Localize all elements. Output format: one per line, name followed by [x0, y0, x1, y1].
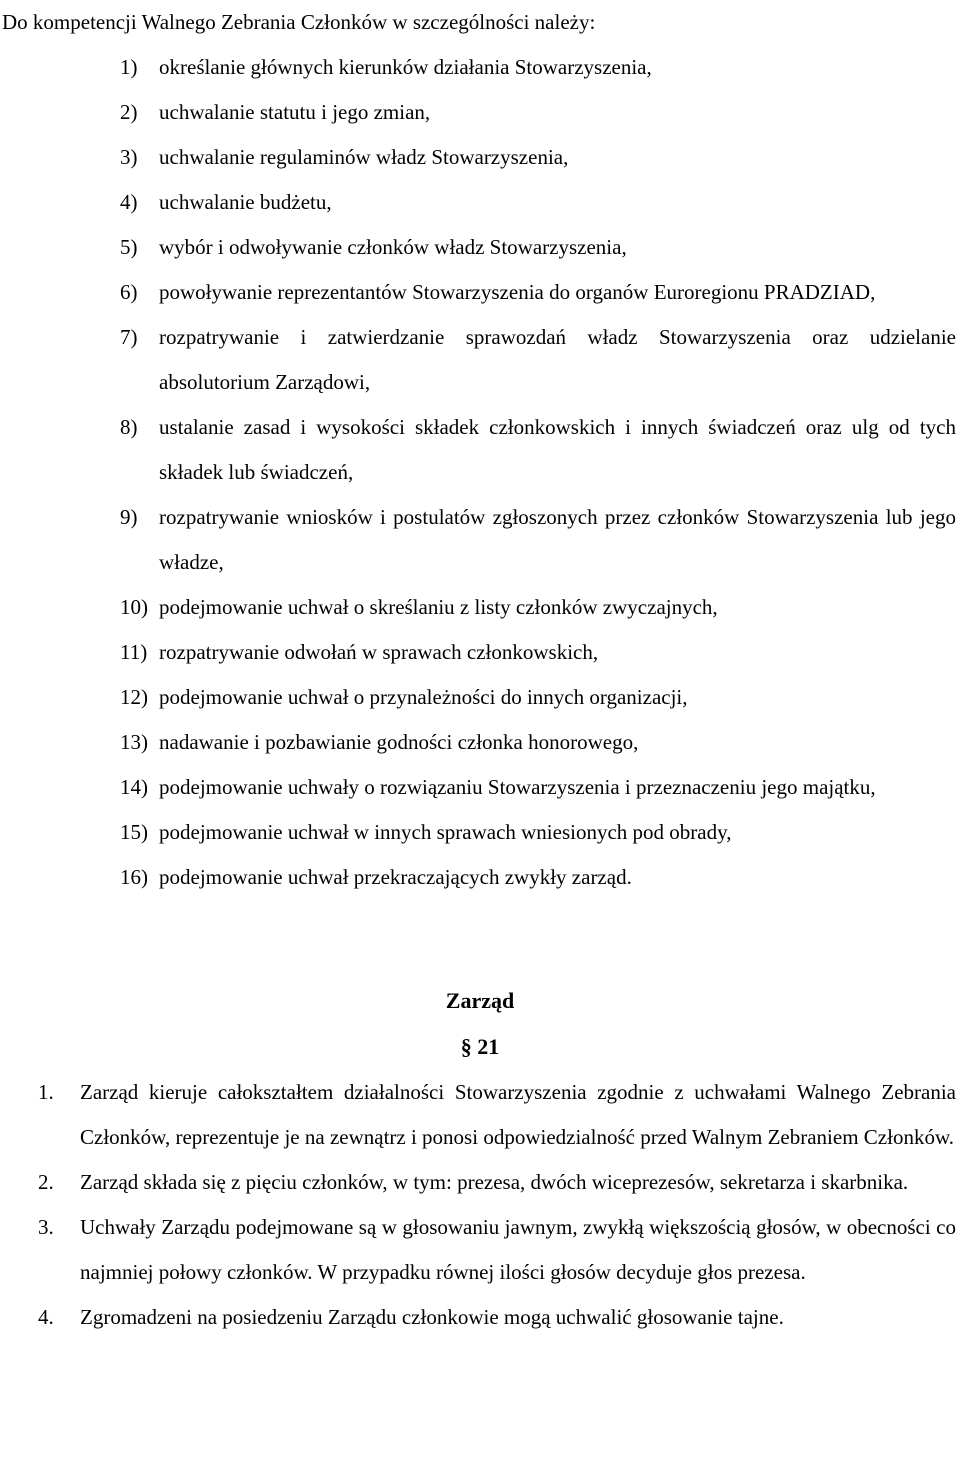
- item-text: rozpatrywanie odwołań w sprawach członkowskich,: [159, 640, 599, 664]
- list-item: [0, 1070, 960, 1160]
- list-item: [0, 810, 960, 855]
- item-text: Zarząd składa się z pięciu członków, w tym: prezesa, dwóch wiceprezesów, sekretarza i skarbnika.: [80, 1170, 909, 1194]
- item-text: podejmowanie uchwał w innych sprawach wniesionych pod obrady,: [159, 820, 732, 844]
- item-number: 2): [120, 100, 138, 124]
- item-text: Uchwały Zarządu podejmowane są w głosowaniu jawnym, zwykłą większością głosów, w obecności co najmniej połowy członków. W przypadku równej ilości głosów decyduje głos prezesa.: [80, 1215, 956, 1284]
- list-item: [0, 1295, 960, 1340]
- list-item: [0, 45, 960, 90]
- list-item: [0, 675, 960, 720]
- item-number: 3): [120, 145, 138, 169]
- item-number: 7): [120, 325, 138, 349]
- item-number: 9): [120, 505, 138, 529]
- item-number: 4.: [38, 1305, 54, 1329]
- item-number: 14): [120, 775, 148, 799]
- list-item: [0, 495, 960, 585]
- list-item: [0, 90, 960, 135]
- item-text: uchwalanie regulaminów władz Stowarzyszenia,: [159, 145, 569, 169]
- item-text: rozpatrywanie i zatwierdzanie sprawozdań władz Stowarzyszenia oraz udzielanie absolutorium Zarządowi,: [159, 325, 956, 394]
- item-number: 12): [120, 685, 148, 709]
- item-number: 5): [120, 235, 138, 259]
- list-item: [0, 585, 960, 630]
- item-number: 6): [120, 280, 138, 304]
- item-text: podejmowanie uchwały o rozwiązaniu Stowarzyszenia i przeznaczeniu jego majątku,: [159, 775, 876, 799]
- item-text: Zgromadzeni na posiedzeniu Zarządu członkowie mogą uchwalić głosowanie tajne.: [80, 1305, 784, 1329]
- item-number: 2.: [38, 1170, 54, 1194]
- list-item: [0, 180, 960, 225]
- list-item: [0, 315, 960, 405]
- item-number: 15): [120, 820, 148, 844]
- item-text: uchwalanie budżetu,: [159, 190, 332, 214]
- item-text: podejmowanie uchwał o przynależności do innych organizacji,: [159, 685, 688, 709]
- item-text: rozpatrywanie wniosków i postulatów zgłoszonych przez członków Stowarzyszenia lub jego władze,: [159, 505, 956, 574]
- item-text: wybór i odwoływanie członków władz Stowarzyszenia,: [159, 235, 627, 259]
- item-text: uchwalanie statutu i jego zmian,: [159, 100, 431, 124]
- item-number: 8): [120, 415, 138, 439]
- item-text: podejmowanie uchwał o skreślaniu z listy członków zwyczajnych,: [159, 595, 718, 619]
- list-item: [0, 270, 960, 315]
- item-number: 11): [120, 640, 148, 664]
- item-text: powoływanie reprezentantów Stowarzyszenia do organów Euroregionu PRADZIAD,: [159, 280, 876, 304]
- paragraph-sign: § 21: [460, 1034, 500, 1059]
- item-number: 10): [120, 595, 148, 619]
- item-text: określanie głównych kierunków działania Stowarzyszenia,: [159, 55, 652, 79]
- item-number: 4): [120, 190, 138, 214]
- item-number: 16): [120, 865, 148, 889]
- item-text: nadawanie i pozbawianie godności członka honorowego,: [159, 730, 639, 754]
- list-item: [0, 855, 960, 900]
- item-text: podejmowanie uchwał przekraczających zwykły zarząd.: [159, 865, 632, 889]
- intro-text: Do kompetencji Walnego Zebrania Członków w szczególności należy:: [2, 10, 596, 34]
- item-number: 1.: [38, 1080, 54, 1104]
- item-number: 13): [120, 730, 148, 754]
- board-points-list: [0, 1070, 960, 1340]
- item-text: ustalanie zasad i wysokości składek członkowskich i innych świadczeń oraz ulg od tych składek lub świadczeń,: [159, 415, 956, 484]
- list-item: [0, 765, 960, 810]
- list-item: [0, 1205, 960, 1295]
- section-title: Zarząd: [445, 988, 515, 1013]
- list-item: [0, 720, 960, 765]
- item-number: 1): [120, 55, 138, 79]
- list-item: [0, 630, 960, 675]
- competence-list: [0, 45, 960, 900]
- list-item: [0, 405, 960, 495]
- item-text: Zarząd kieruje całokształtem działalności Stowarzyszenia zgodnie z uchwałami Walnego Zebrania Członków, reprezentuje je na zewnątrz i ponosi odpowiedzialność przed Walnym Zebraniem Członków.: [80, 1080, 956, 1149]
- list-item: [0, 225, 960, 270]
- list-item: [0, 135, 960, 180]
- item-number: 3.: [38, 1215, 54, 1239]
- list-item: [0, 1160, 960, 1205]
